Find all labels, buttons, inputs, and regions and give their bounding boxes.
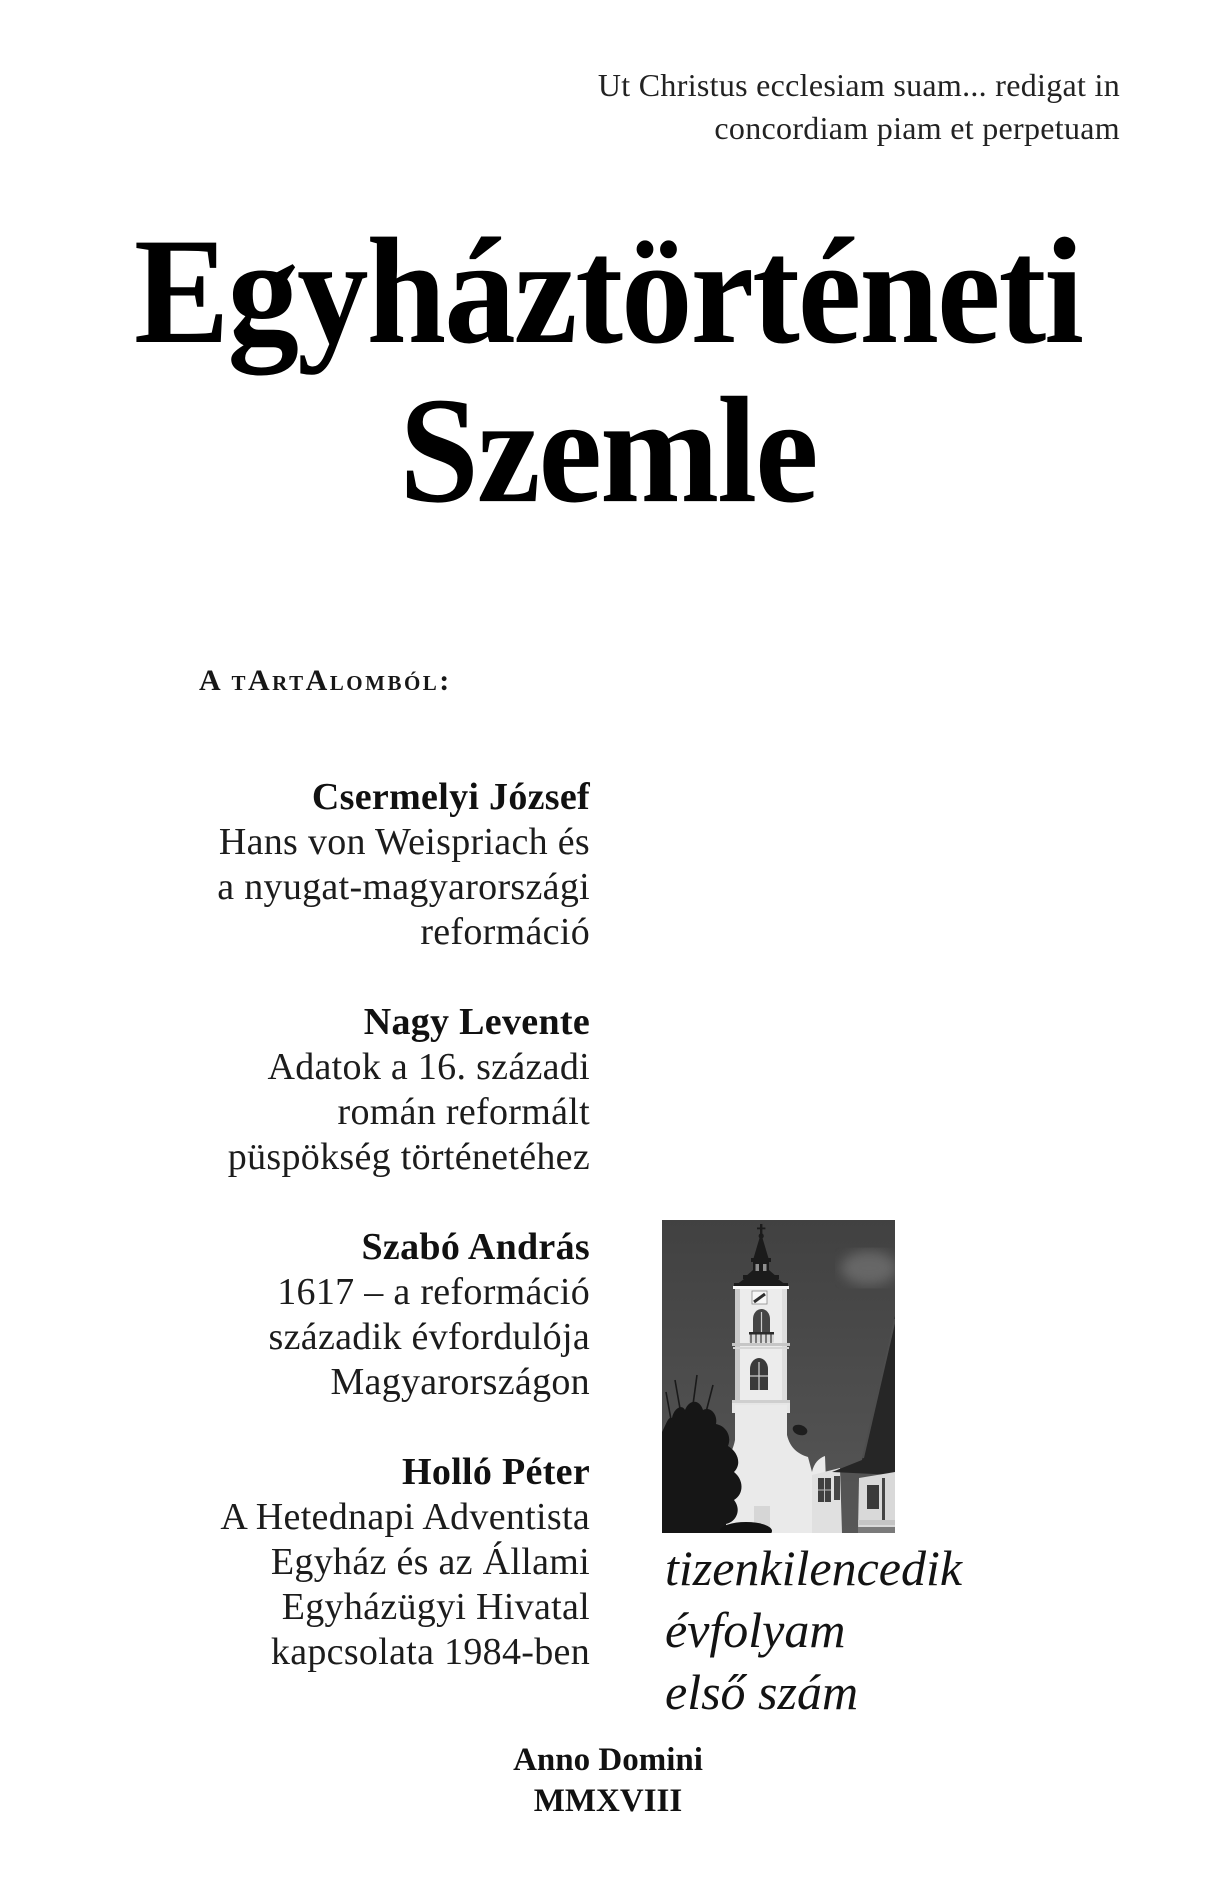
entry-title-line: kapcsolata 1984-ben <box>270 1631 590 1673</box>
entry-title-line: Magyarországon <box>330 1361 590 1403</box>
entry-title-line: reformáció <box>420 911 590 953</box>
issue-volume-line1: tizenkilencedik <box>665 1540 963 1596</box>
contents-entry <box>100 1000 590 1180</box>
latin-motto-line2: concordiam piam et perpetuam <box>714 110 1120 146</box>
anno-domini <box>0 1740 1216 1822</box>
journal-title-line2: Szemle <box>399 365 817 535</box>
entry-author: Szabó András <box>361 1226 590 1268</box>
issue-number-line: első szám <box>665 1664 859 1720</box>
church-photo <box>662 1220 895 1533</box>
contents-entry <box>100 1225 590 1405</box>
entry-title-line: román reformált <box>337 1091 590 1133</box>
issue-info <box>665 1537 962 1723</box>
anno-domini-label: Anno Domini <box>513 1742 703 1778</box>
anno-domini-year: MMXVIII <box>533 1783 683 1819</box>
latin-motto <box>598 64 1120 150</box>
entry-title-line: a nyugat-magyarországi <box>217 866 590 908</box>
entry-title-line: Adatok a 16. századi <box>267 1046 590 1088</box>
entry-author: Csermelyi József <box>311 776 590 818</box>
church-photo-illustration <box>662 1220 895 1533</box>
entry-author: Holló Péter <box>402 1451 590 1493</box>
contents-heading: A tArtAlomból: <box>199 664 452 697</box>
entry-title-line: 1617 – a reformáció <box>277 1271 590 1313</box>
entry-title-line: Egyházügyi Hivatal <box>281 1586 590 1628</box>
entry-title-line: Hans von Weispriach és <box>218 821 590 863</box>
journal-title-line1: Egyháztörténeti <box>133 206 1083 376</box>
entry-title-line: püspökség történetéhez <box>227 1136 590 1178</box>
contents-entry <box>100 1450 590 1675</box>
issue-volume-line2: évfolyam <box>665 1602 846 1658</box>
entry-title-line: A Hetednapi Adventista <box>220 1496 590 1538</box>
journal-title <box>12 206 1204 535</box>
entry-title-line: Egyház és az Állami <box>270 1541 590 1583</box>
entry-title-line: századik évfordulója <box>268 1316 590 1358</box>
latin-motto-line1: Ut Christus ecclesiam suam... redigat in <box>597 67 1120 103</box>
entry-author: Nagy Levente <box>363 1001 590 1043</box>
contents-list <box>100 775 590 1720</box>
contents-entry <box>100 775 590 955</box>
